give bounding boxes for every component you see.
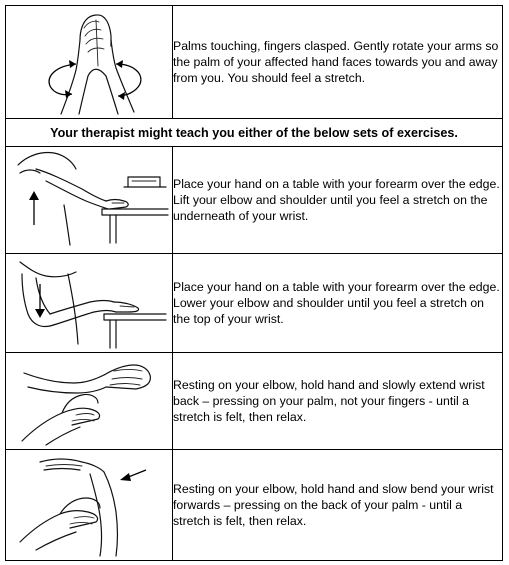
exercise-row-5 — [6, 450, 503, 561]
exercise-instruction-3: Place your hand on a table with your forearm over the edge. Lower your elbow and shoulder until you feel a stretch on the top of your wrist. — [173, 254, 503, 353]
hands-clasped-rotation-icon — [6, 6, 172, 118]
forearm-on-table-elbow-down-icon — [6, 254, 172, 352]
exercise-row-4 — [6, 353, 503, 450]
banner-row — [6, 119, 503, 147]
wrist-flexion-icon — [6, 450, 172, 560]
exercise-table — [5, 5, 503, 561]
exercise-instruction-1: Palms touching, fingers clasped. Gently rotate your arms so the palm of your affected hand faces towards you and away from you. You should feel a stretch. — [173, 6, 503, 119]
exercise-row-1 — [6, 6, 503, 119]
exercise-instruction-4: Resting on your elbow, hold hand and slowly extend wrist back – pressing on your palm, not your fingers - until a stretch is felt, then relax. — [173, 353, 503, 450]
exercise-instruction-2: Place your hand on a table with your forearm over the edge. Lift your elbow and shoulder until you feel a stretch on the underneath of your wrist. — [173, 147, 503, 254]
wrist-extension-icon — [6, 353, 172, 449]
exercise-row-2 — [6, 147, 503, 254]
exercise-illustration-3 — [6, 254, 173, 353]
exercise-instruction-5: Resting on your elbow, hold hand and slow bend your wrist forwards – pressing on the back of your palm - until a stretch is felt, then relax. — [173, 450, 503, 561]
forearm-on-table-elbow-up-icon — [6, 147, 172, 253]
exercise-set-note: Your therapist might teach you either of the below sets of exercises. — [6, 119, 503, 147]
exercise-illustration-4 — [6, 353, 173, 450]
exercise-illustration-5 — [6, 450, 173, 561]
exercise-row-3 — [6, 254, 503, 353]
exercise-illustration-1 — [6, 6, 173, 119]
exercise-illustration-2 — [6, 147, 173, 254]
